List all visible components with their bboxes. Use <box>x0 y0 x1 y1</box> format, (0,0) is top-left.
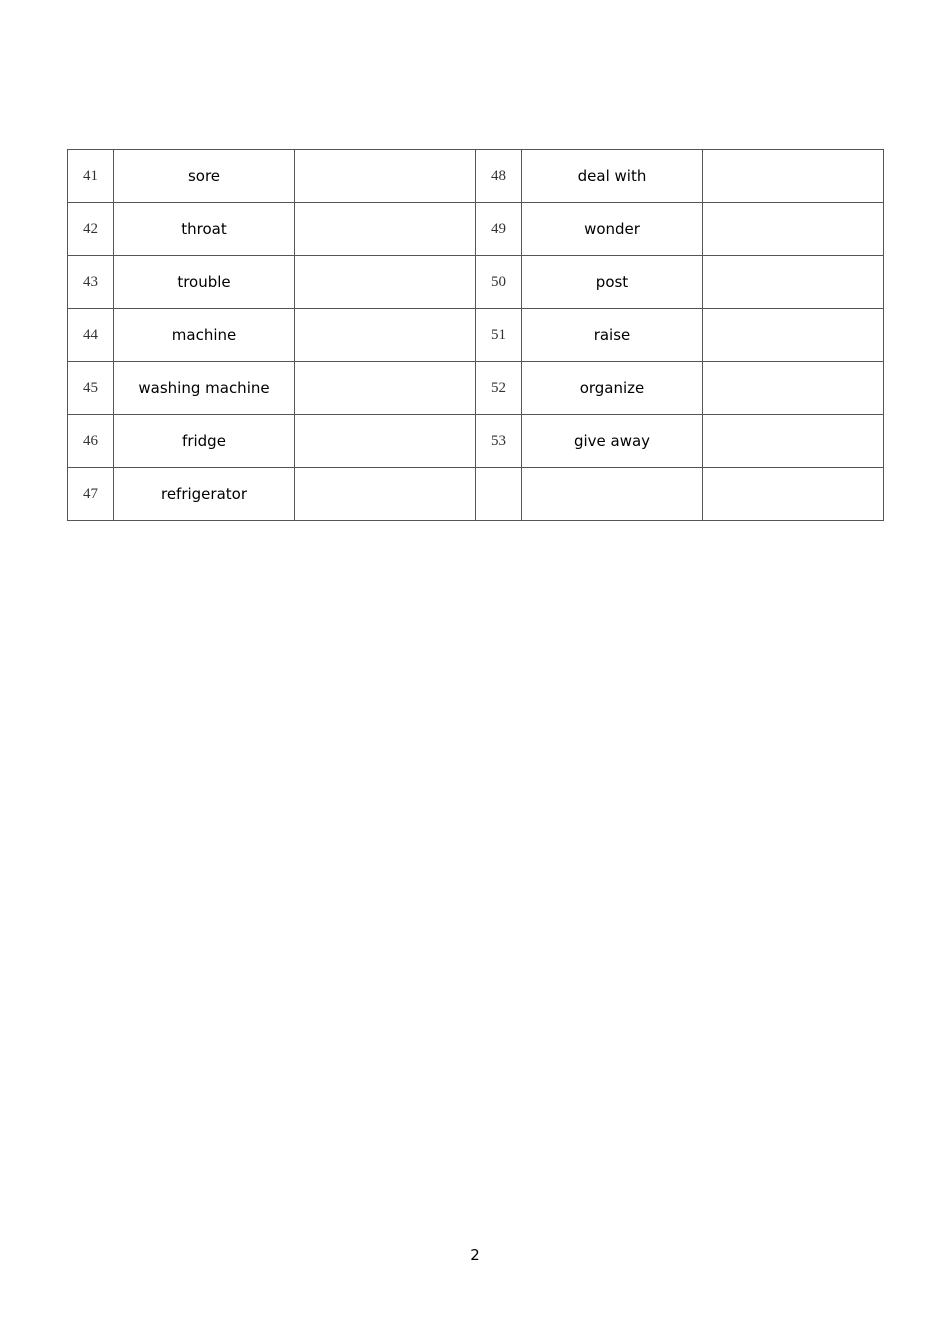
answer-cell[interactable] <box>295 203 476 256</box>
item-number: 41 <box>68 150 114 203</box>
item-number <box>476 468 522 521</box>
vocab-word: throat <box>114 203 295 256</box>
page-number: 2 <box>470 1246 480 1264</box>
vocab-word <box>522 468 703 521</box>
item-number: 53 <box>476 415 522 468</box>
answer-cell[interactable] <box>703 150 884 203</box>
vocab-word: trouble <box>114 256 295 309</box>
vocab-word: sore <box>114 150 295 203</box>
answer-cell[interactable] <box>703 309 884 362</box>
vocabulary-table <box>67 149 884 521</box>
item-number: 47 <box>68 468 114 521</box>
table-row <box>68 362 884 415</box>
answer-cell[interactable] <box>295 415 476 468</box>
answer-cell[interactable] <box>295 468 476 521</box>
item-number: 44 <box>68 309 114 362</box>
table-row <box>68 150 884 203</box>
item-number: 48 <box>476 150 522 203</box>
answer-cell[interactable] <box>295 256 476 309</box>
answer-cell[interactable] <box>703 362 884 415</box>
table-row <box>68 203 884 256</box>
vocab-word: fridge <box>114 415 295 468</box>
item-number: 43 <box>68 256 114 309</box>
vocab-word: organize <box>522 362 703 415</box>
table-row <box>68 256 884 309</box>
table-row <box>68 468 884 521</box>
answer-cell[interactable] <box>703 415 884 468</box>
item-number: 50 <box>476 256 522 309</box>
vocab-word: give away <box>522 415 703 468</box>
vocab-word: machine <box>114 309 295 362</box>
answer-cell[interactable] <box>295 309 476 362</box>
vocab-word: refrigerator <box>114 468 295 521</box>
table-row <box>68 415 884 468</box>
item-number: 52 <box>476 362 522 415</box>
item-number: 42 <box>68 203 114 256</box>
table-row <box>68 309 884 362</box>
vocab-word: post <box>522 256 703 309</box>
answer-cell[interactable] <box>295 150 476 203</box>
item-number: 45 <box>68 362 114 415</box>
item-number: 46 <box>68 415 114 468</box>
vocab-word: raise <box>522 309 703 362</box>
answer-cell[interactable] <box>295 362 476 415</box>
vocab-word: washing machine <box>114 362 295 415</box>
item-number: 51 <box>476 309 522 362</box>
vocab-word: wonder <box>522 203 703 256</box>
answer-cell[interactable] <box>703 203 884 256</box>
vocab-word: deal with <box>522 150 703 203</box>
answer-cell[interactable] <box>703 468 884 521</box>
item-number: 49 <box>476 203 522 256</box>
answer-cell[interactable] <box>703 256 884 309</box>
